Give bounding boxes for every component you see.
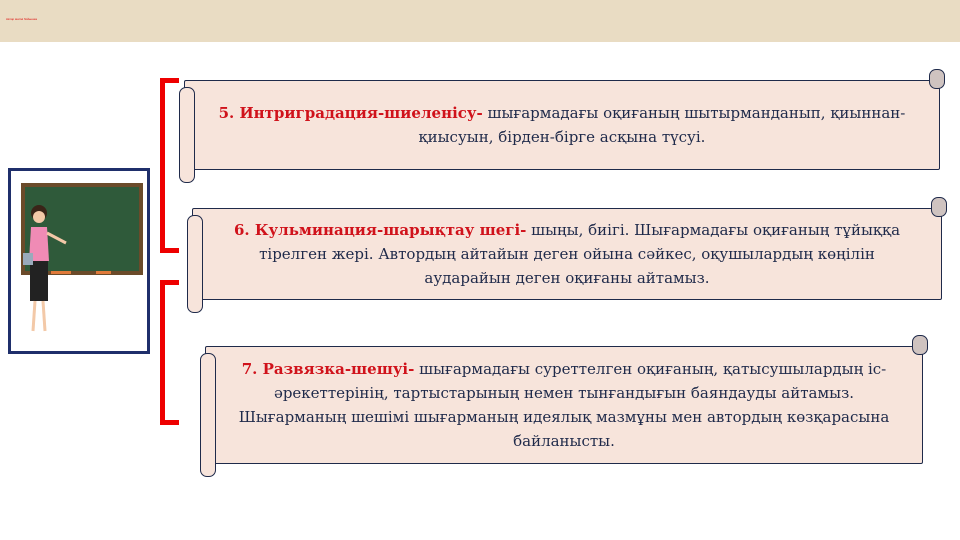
- header-bar: [0, 0, 960, 42]
- red-bracket-top: [160, 78, 179, 253]
- scroll-item-5: [184, 80, 940, 170]
- item-title: 5. Интриградация-шиеленісу-: [218, 104, 483, 122]
- item-title: 7. Развязка-шешуі-: [241, 360, 415, 378]
- scroll-item-6: [192, 208, 942, 300]
- teacher-illustration: [8, 168, 150, 354]
- scroll-item-7: [205, 346, 923, 464]
- item-text: шығармадағы оқиғаның шытырманданып, қиыннан-қиысуын, бірден-бірге асқына түсуі.: [418, 104, 906, 146]
- item-text: шығармадағы суреттелген оқиғаның, қатысушылардың іс-әрекеттерінің, тартыстарының немен тынғандығын баяндауды айтамыз. Шығарманың шешімі шығарманың идеялық мазмұны мен автордың көзқарасына байланысты.: [238, 360, 890, 450]
- header-text: Автор мәтіні бойынша: [6, 17, 37, 21]
- red-bracket-bottom: [160, 280, 179, 425]
- item-text: шыңы, биігі. Шығармадағы оқиғаның тұйыққа тірелген жері. Автордың айтайын деген ойына сәйкес, оқушылардың көңілін аударайын деген оқиғаны айтамыз.: [259, 221, 901, 287]
- item-title: 6. Кульминация-шарықтау шегі-: [233, 221, 527, 239]
